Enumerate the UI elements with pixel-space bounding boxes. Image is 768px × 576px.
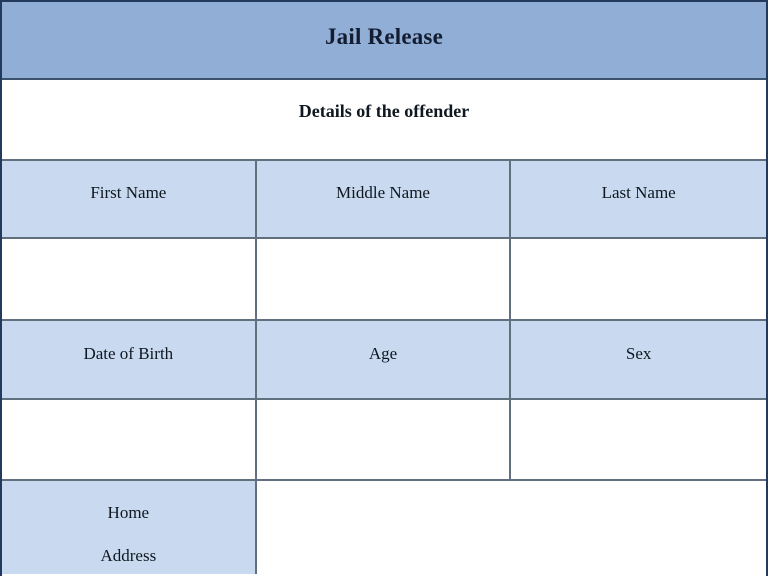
- detail-inputs-row: [2, 400, 766, 481]
- age-field[interactable]: [257, 400, 512, 479]
- first-name-label: First Name: [2, 161, 257, 237]
- first-name-field[interactable]: [2, 239, 257, 319]
- form-title: Jail Release: [324, 24, 443, 49]
- home-address-row: [2, 481, 766, 574]
- home-address-label-line1: Home: [107, 503, 150, 522]
- sex-field[interactable]: [511, 400, 766, 479]
- date-of-birth-field[interactable]: [2, 400, 257, 479]
- name-inputs-row: [2, 239, 766, 321]
- middle-name-label: Middle Name: [257, 161, 512, 237]
- home-address-label-line2: Address: [100, 546, 157, 565]
- sex-label: Sex: [511, 321, 766, 398]
- form-header: [2, 2, 766, 80]
- middle-name-field[interactable]: [257, 239, 512, 319]
- detail-labels-row: [2, 321, 766, 400]
- name-labels-row: [2, 161, 766, 239]
- last-name-field[interactable]: [511, 239, 766, 319]
- offender-details-section-header: [2, 80, 766, 161]
- date-of-birth-label: Date of Birth: [2, 321, 257, 398]
- home-address-label: [2, 481, 257, 574]
- section-title: Details of the offender: [298, 101, 470, 121]
- home-address-field[interactable]: [257, 481, 766, 574]
- last-name-label: Last Name: [511, 161, 766, 237]
- age-label: Age: [257, 321, 512, 398]
